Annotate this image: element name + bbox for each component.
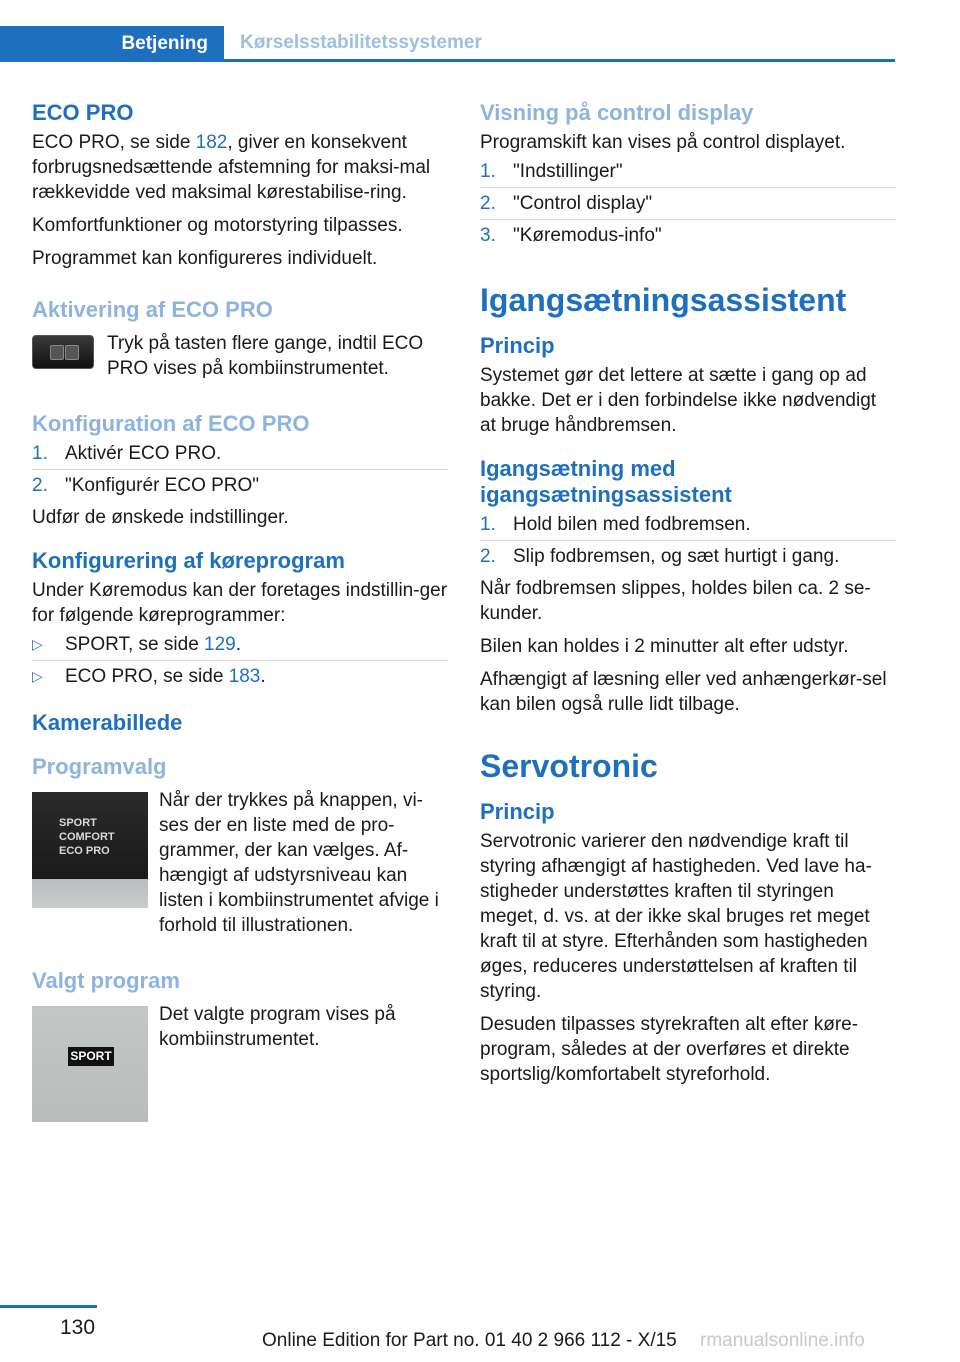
activation-heading: Aktivering af ECO PRO: [32, 297, 273, 322]
list-item: [32, 441, 448, 470]
list-item: [480, 544, 896, 572]
activation-figure-row: [32, 331, 448, 381]
configuration-heading: Konfiguration af ECO PRO: [32, 411, 310, 436]
step-number: 2.: [480, 193, 496, 214]
triangle-bullet-icon: ▷: [32, 668, 43, 684]
step-text: Aktivér ECO PRO.: [65, 443, 222, 464]
start-with-assist-heading: Igangsætning med igangsætningsassistent: [480, 456, 732, 507]
selected-program-text: Det valgte program vises på kombiinstrumentet.: [159, 1004, 396, 1050]
activation-text: Tryk på tasten flere gange, indtil ECO PRO vises på kombiinstrumentet.: [107, 333, 424, 379]
selected-program-figure-row: [32, 1002, 448, 1063]
program-selection-figure-row: [32, 788, 448, 938]
step-text: Hold bilen med fodbremsen.: [513, 514, 751, 535]
camera-heading: Kamerabillede: [32, 710, 183, 735]
control-display-text: Programskift kan vises på control displayet.: [480, 132, 846, 153]
list-item: [480, 223, 896, 251]
list-item: [32, 664, 448, 692]
text: , giver en konsekvent forbrugsnedsættende afstemning for maksi-mal rækkevidde ved maksimal kørestabilise-ring.: [32, 132, 431, 203]
servotronic-principle-heading: Princip: [480, 799, 555, 824]
page-link-129[interactable]: 129: [204, 634, 236, 655]
step-number: 2.: [480, 546, 496, 567]
item-text: ECO PRO, se side: [65, 666, 229, 687]
step-number: 3.: [480, 225, 496, 246]
principle-heading: Princip: [480, 333, 555, 358]
header-rule: [0, 59, 895, 62]
step-text: "Konfigurér ECO PRO": [65, 475, 260, 496]
selected-program-heading: Valgt program: [32, 968, 180, 993]
triangle-bullet-icon: ▷: [32, 636, 43, 652]
list-item: [480, 512, 896, 541]
list-item: [480, 191, 896, 220]
button-key-left: [50, 345, 64, 360]
edition-note: Online Edition for Part no. 01 40 2 966 112 - X/15: [262, 1330, 677, 1351]
selected-program-image: [32, 1006, 148, 1122]
step-text: "Køremodus-info": [513, 225, 662, 246]
start-assist-heading: Igangsætningsassistent: [480, 282, 847, 318]
screen-item: SPORT: [59, 817, 97, 829]
eco-pro-paragraph: [32, 130, 448, 205]
sport-badge: SPORT: [68, 1047, 114, 1066]
page-link-183[interactable]: 183: [228, 666, 261, 687]
step-text: Slip fodbremsen, og sæt hurtigt i gang.: [513, 546, 840, 567]
servotronic-paragraph-2: Desuden tilpasses styrekraften alt efter køre-program, således at der overføres et direkte sportslig/komfortabelt styreforhold.: [480, 1014, 859, 1085]
list-item: [32, 473, 448, 501]
screen-item: COMFORT: [59, 831, 115, 843]
list-item: [480, 159, 896, 188]
control-display-steps: [480, 159, 896, 251]
control-display-heading: Visning på control display: [480, 100, 754, 125]
start-paragraph-1: Når fodbremsen slippes, holdes bilen ca. 2 se-kunder.: [480, 578, 871, 624]
page-header: [0, 26, 895, 62]
eco-pro-heading: ECO PRO: [32, 100, 134, 125]
start-paragraph-3: Afhængigt af læsning eller ved anhængerkør-sel kan bilen også rulle lidt tilbage.: [480, 669, 887, 715]
step-text: "Control display": [513, 193, 653, 214]
screen-item: ECO PRO: [59, 845, 110, 857]
eco-pro-paragraph-3: Programmet kan konfigureres individuelt.: [32, 248, 378, 269]
step-number: 1.: [480, 161, 496, 182]
principle-text: Systemet gør det lettere at sætte i gang op ad bakke. Det er i den forbindelse ikke nødvendigt at bruge håndbremsen.: [480, 365, 877, 436]
item-text: SPORT, se side: [65, 634, 205, 655]
drive-program-text: Under Køremodus kan der foretages indstillin-ger for følgende køreprogrammer:: [32, 580, 448, 626]
start-steps: [480, 512, 896, 572]
servotronic-heading: Servotronic: [480, 748, 658, 784]
chapter-tab[interactable]: Kørselsstabilitetssystemer: [240, 32, 482, 53]
drive-program-list: [32, 632, 448, 692]
step-number: 1.: [480, 514, 496, 535]
configuration-steps: [32, 441, 448, 501]
start-paragraph-2: Bilen kan holdes i 2 minutter alt efter udstyr.: [480, 636, 849, 657]
footer-rule: [0, 1305, 97, 1308]
right-column: [480, 100, 896, 1087]
left-column: [32, 100, 448, 1063]
eco-pro-paragraph-2: Komfortfunktioner og motorstyring tilpasses.: [32, 215, 403, 236]
button-key-right: [65, 345, 79, 360]
step-number: 2.: [32, 475, 48, 496]
step-text: "Indstillinger": [513, 161, 623, 182]
servotronic-paragraph-1: Servotronic varierer den nødvendige kraft til styring afhængigt af hastigheden. Ved lave ha-stigheder understøttes kraften til styringen meget, d. vs. at der ikke skal bruges ret meget kraft til at styre. Efterhånden som hastigheden øges, reduceres understøttelsen af kraften til styring.: [480, 831, 872, 1002]
eco-pro-button-image: [32, 335, 94, 369]
item-end: .: [260, 666, 266, 687]
page-number: 130: [60, 1316, 96, 1339]
program-list-screen-image: [32, 792, 148, 908]
item-end: .: [235, 634, 242, 655]
configuration-after-text: Udfør de ønskede indstillinger.: [32, 507, 289, 528]
page-link-182[interactable]: 182: [195, 132, 228, 153]
step-number: 1.: [32, 443, 48, 464]
program-selection-heading: Programvalg: [32, 754, 167, 779]
drive-program-heading: Konfigurering af køreprogram: [32, 548, 345, 573]
section-tab[interactable]: Betjening: [0, 26, 224, 62]
list-item: [32, 632, 448, 661]
watermark: rmanualsonline.info: [700, 1330, 865, 1351]
text: ECO PRO, se side: [32, 132, 196, 153]
program-selection-text: Når der trykkes på knappen, vi-ses der en liste med de pro-grammer, der kan vælges. Af-hængigt af udstyrsniveau kan listen i kombiinstrumentet afvige i forhold til illustrationen.: [159, 790, 439, 936]
